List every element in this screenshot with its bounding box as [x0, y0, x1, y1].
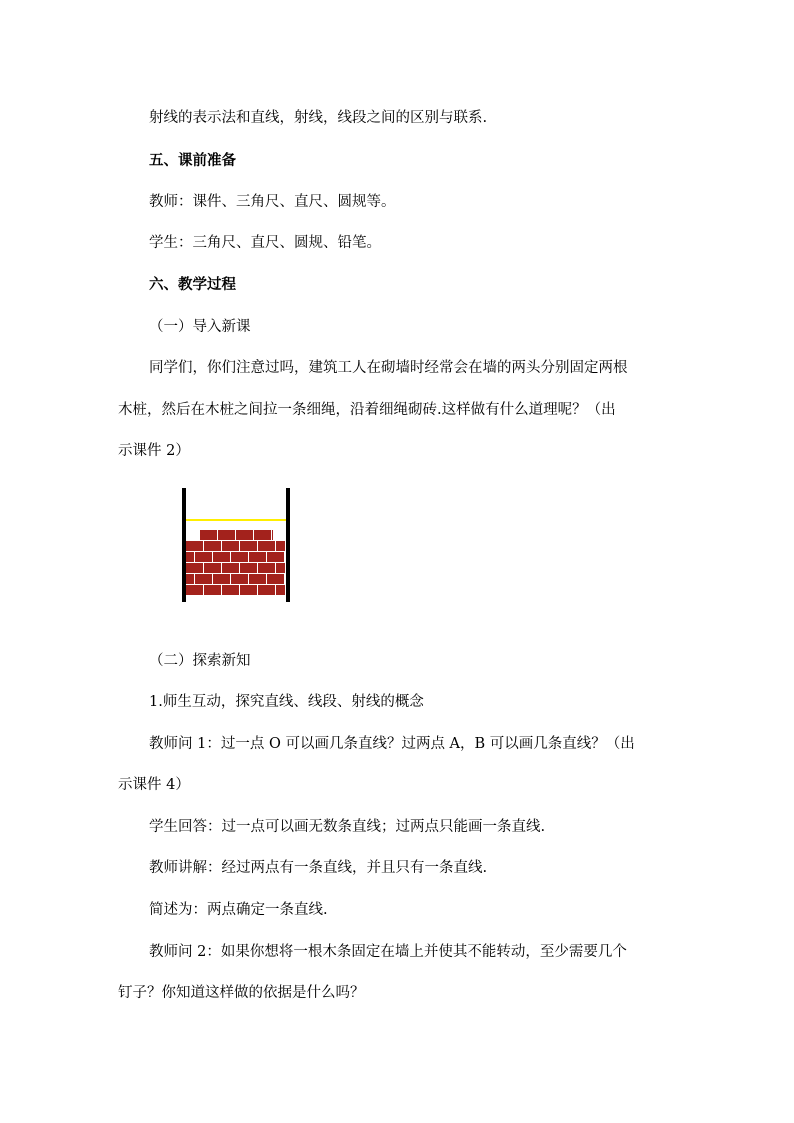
- paragraph-teacher-materials: 教师：课件、三角尺、直尺、圆规等。: [149, 194, 396, 210]
- right-wooden-post: [286, 488, 290, 602]
- brick: [204, 563, 221, 573]
- brick-wall: [186, 530, 285, 595]
- paragraph-intro-line-2: 木桩，然后在木桩之间拉一条细绳，沿着细绳砌砖.这样做有什么道理呢？（出: [118, 402, 616, 418]
- brick: [240, 541, 257, 551]
- brick: [186, 563, 203, 573]
- brick: [213, 574, 230, 584]
- brick: [267, 574, 284, 584]
- paragraph-interaction-title: 1.师生互动，探究直线、线段、射线的概念: [149, 694, 424, 710]
- brick: [222, 563, 239, 573]
- brick: [204, 541, 221, 551]
- brick: [236, 530, 253, 540]
- brick-wall-illustration: [176, 482, 300, 632]
- heading-teaching-process: 六、教学过程: [149, 276, 236, 293]
- brick: [276, 563, 285, 573]
- subheading-explore-new: （二）探索新知: [149, 653, 251, 669]
- brick: [195, 552, 212, 562]
- brick: [186, 541, 203, 551]
- paragraph-teacher-explains: 教师讲解：经过两点有一条直线，并且只有一条直线.: [149, 860, 488, 876]
- brick: [200, 530, 217, 540]
- paragraph-question-1-line-1: 教师问 1：过一点 O 可以画几条直线？过两点 A，B 可以画几条直线？（出: [149, 736, 635, 752]
- paragraph-student-materials: 学生：三角尺、直尺、圆规、铅笔。: [149, 235, 381, 251]
- paragraph-question-2-line-2: 钉子？你知道这样做的依据是什么吗？: [118, 985, 365, 1001]
- brick: [186, 552, 194, 562]
- brick: [204, 585, 221, 595]
- brick: [254, 530, 271, 540]
- paragraph-student-answer: 学生回答：过一点可以画无数条直线；过两点只能画一条直线.: [149, 819, 546, 835]
- brick: [195, 574, 212, 584]
- brick: [218, 530, 235, 540]
- brick: [276, 541, 285, 551]
- brick: [249, 574, 266, 584]
- paragraph-ray-notation: 射线的表示法和直线，射线，线段之间的区别与联系.: [149, 110, 488, 126]
- paragraph-summary: 简述为：两点确定一条直线.: [149, 902, 328, 918]
- paragraph-question-2-line-1: 教师问 2：如果你想将一根木条固定在墙上并使其不能转动，至少需要几个: [149, 944, 627, 960]
- brick-wall-figure: [176, 482, 300, 632]
- brick: [222, 541, 239, 551]
- brick: [258, 541, 275, 551]
- paragraph-intro-line-1: 同学们，你们注意过吗，建筑工人在砌墙时经常会在墙的两头分别固定两根: [149, 360, 628, 376]
- brick: [258, 563, 275, 573]
- brick: [231, 574, 248, 584]
- brick: [276, 585, 285, 595]
- brick: [249, 552, 266, 562]
- brick: [186, 585, 203, 595]
- brick: [258, 585, 275, 595]
- brick: [213, 552, 230, 562]
- brick: [267, 552, 284, 562]
- brick: [231, 552, 248, 562]
- heading-class-preparation: 五、课前准备: [149, 152, 236, 169]
- paragraph-intro-line-3: 示课件 2）: [118, 443, 190, 459]
- brick: [240, 563, 257, 573]
- brick: [272, 530, 273, 540]
- paragraph-question-1-line-2: 示课件 4）: [118, 777, 190, 793]
- brick: [186, 574, 194, 584]
- brick: [240, 585, 257, 595]
- subheading-introduce-lesson: （一）导入新课: [149, 319, 251, 335]
- left-wooden-post: [182, 488, 186, 602]
- brick: [222, 585, 239, 595]
